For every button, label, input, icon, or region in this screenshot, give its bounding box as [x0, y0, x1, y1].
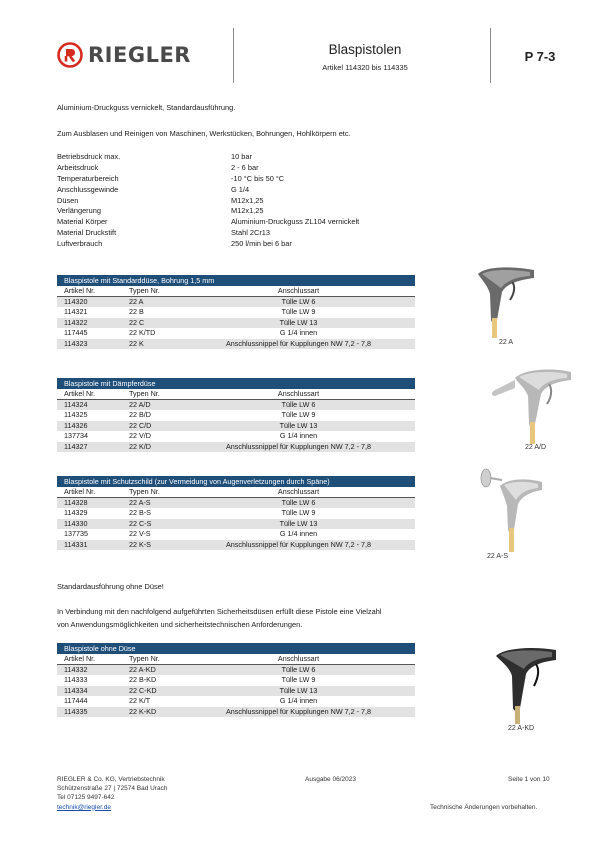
table-cell: Anschlussnippel für Kupplungen NW 7,2 - 7,8: [225, 441, 372, 451]
table-title: Blaspistole mit Schutzschild (zur Vermeidung von Augenverletzungen durch Späne): [57, 476, 415, 487]
column-header: Typen Nr.: [129, 654, 160, 663]
spec-key: Temperaturbereich: [57, 173, 119, 183]
table-row: [57, 318, 415, 329]
footer-page-number: Seite 1 von 10: [508, 776, 550, 783]
table-cell: 22 K-S: [129, 539, 151, 549]
table-cell: Tülle LW 6: [281, 497, 316, 507]
table-row: [57, 519, 415, 530]
table-row: [57, 707, 415, 718]
intro-line-1: Aluminium-Druckguss vernickelt, Standardausführung.: [57, 103, 236, 112]
footer-email-link[interactable]: technik@riegler.de: [57, 803, 111, 811]
table-row: [57, 421, 415, 432]
table-cell: 22 C-S: [129, 518, 152, 528]
footer-disclaimer: Technische Änderungen vorbehalten.: [430, 804, 538, 811]
table-cell: 114326: [64, 420, 88, 430]
spec-key: Anschlussgewinde: [57, 184, 119, 194]
footer-edition: Ausgabe 06/2023: [305, 776, 356, 783]
table-cell: 22 C/D: [129, 420, 152, 430]
footer-phone: Tel 07125 9497-642: [57, 794, 115, 802]
spec-key: Arbeitsdruck: [57, 162, 99, 172]
spec-value: Stahl 2Cr13: [231, 228, 271, 238]
table-row: [57, 686, 415, 697]
header-divider-left: [233, 28, 234, 83]
column-header: Typen Nr.: [129, 286, 160, 295]
spec-value: 250 l/min bei 6 bar: [231, 239, 292, 249]
table-cell: 22 K/D: [129, 441, 151, 451]
note-line-2: von Anwendungsmöglichkeiten und sicherheitstechnischen Anforderungen.: [57, 620, 303, 629]
table-standard-nozzle: [57, 275, 415, 349]
spec-value: Aluminium-Druckguss ZL104 vernickelt: [231, 217, 360, 227]
table-cell: 114335: [64, 706, 88, 716]
table-cell: 22 B-S: [129, 508, 151, 517]
table-cell: 137734: [64, 431, 88, 440]
table-cell: 22 B-KD: [129, 675, 157, 684]
table-body: [57, 297, 415, 350]
table-cell: 114325: [64, 410, 88, 419]
table-cell: 22 B: [129, 307, 144, 316]
spec-value: M12x1,25: [231, 195, 264, 205]
spec-key: Verlängerung: [57, 206, 101, 216]
table-cell: 22 A-S: [129, 497, 151, 507]
table-cell: 22 V/D: [129, 431, 151, 440]
table-without-nozzle: [57, 643, 415, 717]
table-cell: 114323: [64, 338, 88, 348]
table-cell: 22 V-S: [129, 529, 151, 538]
table-cell: 114327: [64, 441, 88, 451]
table-cell: Tülle LW 13: [279, 317, 318, 327]
column-header: Typen Nr.: [129, 389, 160, 398]
table-cell: 137735: [64, 529, 88, 538]
table-cell: G 1/4 innen: [279, 529, 318, 538]
table-cell: 114322: [64, 317, 88, 327]
blow-gun-icon: [492, 638, 562, 728]
table-cell: Tülle LW 6: [281, 399, 316, 409]
table-header-row: [57, 487, 415, 498]
table-title: Blaspistole mit Standarddüse, Bohrung 1,5 mm: [57, 275, 415, 286]
table-cell: G 1/4 innen: [279, 328, 318, 337]
table-cell: G 1/4 innen: [279, 696, 318, 705]
table-protective-shield: [57, 476, 415, 550]
spec-key: Düsen: [57, 195, 79, 205]
column-header: Artikel Nr.: [64, 487, 96, 496]
spec-key: Luftverbrauch: [57, 239, 103, 249]
table-cell: 114330: [64, 518, 88, 528]
spec-key: Material Körper: [57, 217, 108, 227]
page-title: Blaspistolen: [328, 42, 402, 57]
spec-value: G 1/4: [231, 184, 250, 194]
table-cell: 22 A: [129, 296, 144, 306]
table-cell: 22 C: [129, 317, 145, 327]
table-cell: Anschlussnippel für Kupplungen NW 7,2 - 7,8: [225, 338, 372, 348]
table-cell: Tülle LW 13: [279, 518, 318, 528]
table-header-row: [57, 389, 415, 400]
table-cell: 114328: [64, 497, 88, 507]
table-row: [57, 400, 415, 411]
table-row: [57, 696, 415, 707]
intro-line-2: Zum Ausblasen und Reinigen von Maschinen, Werkstücken, Bohrungen, Hohlkörpern etc.: [57, 129, 351, 138]
table-cell: Tülle LW 6: [281, 664, 316, 674]
table-cell: Anschlussnippel für Kupplungen NW 7,2 - 7,8: [225, 539, 372, 549]
table-cell: 114324: [64, 399, 88, 409]
table-cell: 22 K-KD: [129, 706, 157, 716]
table-cell: Tülle LW 13: [279, 420, 318, 430]
table-cell: Tülle LW 6: [281, 296, 316, 306]
table-row: [57, 328, 415, 339]
image-label-22as: 22 A-S: [487, 553, 509, 560]
column-header: Typen Nr.: [129, 487, 160, 496]
brand-name: RIEGLER: [88, 43, 191, 67]
table-row: [57, 529, 415, 540]
table-row: [57, 410, 415, 421]
column-header: Anschlussart: [277, 389, 320, 398]
table-cell: 114332: [64, 664, 88, 674]
note-line-1: In Verbindung mit den nachfolgend aufgeführten Sicherheitsdüsen erfüllt diese Pistole eine Vielzahl: [57, 607, 382, 616]
table-cell: Anschlussnippel für Kupplungen NW 7,2 - 7,8: [225, 706, 372, 716]
column-header: Anschlussart: [277, 487, 320, 496]
column-header: Anschlussart: [277, 654, 320, 663]
spec-value: -10 °C bis 50 °C: [231, 173, 285, 183]
table-row: [57, 540, 415, 551]
table-cell: 114321: [64, 307, 88, 316]
table-title: Blaspistole mit Dämpferdüse: [57, 378, 415, 389]
table-cell: 22 A-KD: [129, 664, 156, 674]
column-header: Artikel Nr.: [64, 654, 96, 663]
table-cell: 114331: [64, 539, 88, 549]
table-row: [57, 297, 415, 308]
riegler-logo-icon: [57, 42, 83, 68]
table-title: Blaspistole ohne Düse: [57, 643, 415, 654]
page-code: P 7-3: [524, 49, 556, 64]
table-cell: 22 K/T: [129, 696, 151, 705]
table-cell: 114334: [64, 685, 88, 695]
spec-value: M12x1,25: [231, 206, 264, 216]
table-body: [57, 498, 415, 551]
table-cell: Tülle LW 9: [281, 307, 316, 316]
blow-gun-icon: [470, 258, 540, 340]
blow-gun-icon: [476, 466, 546, 556]
table-cell: 22 A/D: [129, 399, 151, 409]
table-row: [57, 431, 415, 442]
spec-value: 2 - 6 bar: [231, 162, 259, 172]
image-label-22ad: 22 A/D: [525, 444, 547, 451]
table-cell: 114333: [64, 675, 88, 684]
table-cell: 22 B/D: [129, 410, 151, 419]
page-subtitle: Artikel 114320 bis 114335: [322, 63, 408, 72]
table-cell: 22 C-KD: [129, 685, 157, 695]
table-cell: 114329: [64, 508, 88, 517]
spec-key: Betriebsdruck max.: [57, 152, 121, 161]
table-row: [57, 339, 415, 350]
table-damper-nozzle: [57, 378, 415, 452]
blow-gun-icon: [485, 358, 575, 448]
table-row: [57, 307, 415, 318]
table-cell: 114320: [64, 296, 88, 306]
table-cell: 22 K/TD: [129, 328, 156, 337]
table-body: [57, 665, 415, 718]
column-header: Artikel Nr.: [64, 389, 96, 398]
table-cell: Tülle LW 9: [281, 508, 316, 517]
table-header-row: [57, 286, 415, 297]
table-row: [57, 442, 415, 453]
table-cell: Tülle LW 13: [279, 685, 318, 695]
spec-key: Material Druckstift: [57, 228, 117, 238]
table-row: [57, 675, 415, 686]
table-cell: G 1/4 innen: [279, 431, 318, 440]
table-cell: 117445: [64, 328, 88, 337]
footer-company: RIEGLER & Co. KG, Vertriebstechnik: [57, 776, 165, 783]
table-body: [57, 400, 415, 453]
table-cell: Tülle LW 9: [281, 410, 316, 419]
table-header-row: [57, 654, 415, 665]
table-row: [57, 665, 415, 676]
table-row: [57, 508, 415, 519]
table-cell: 22 K: [129, 338, 144, 348]
footer-street: Schützenstraße 27 | 72574 Bad Urach: [57, 785, 168, 793]
table-row: [57, 498, 415, 509]
spec-value: 10 bar: [231, 152, 252, 161]
footer-address: [57, 775, 167, 812]
image-label-22akd: 22 A-KD: [508, 725, 535, 732]
image-label-22a: 22 A: [499, 339, 514, 346]
table-cell: Tülle LW 9: [281, 675, 316, 684]
table-cell: 117444: [64, 696, 88, 705]
riegler-logo: [57, 40, 191, 70]
header-divider-right: [490, 28, 491, 83]
column-header: Anschlussart: [277, 286, 320, 295]
column-header: Artikel Nr.: [64, 286, 96, 295]
note-standard: Standardausführung ohne Düse!: [57, 582, 164, 591]
